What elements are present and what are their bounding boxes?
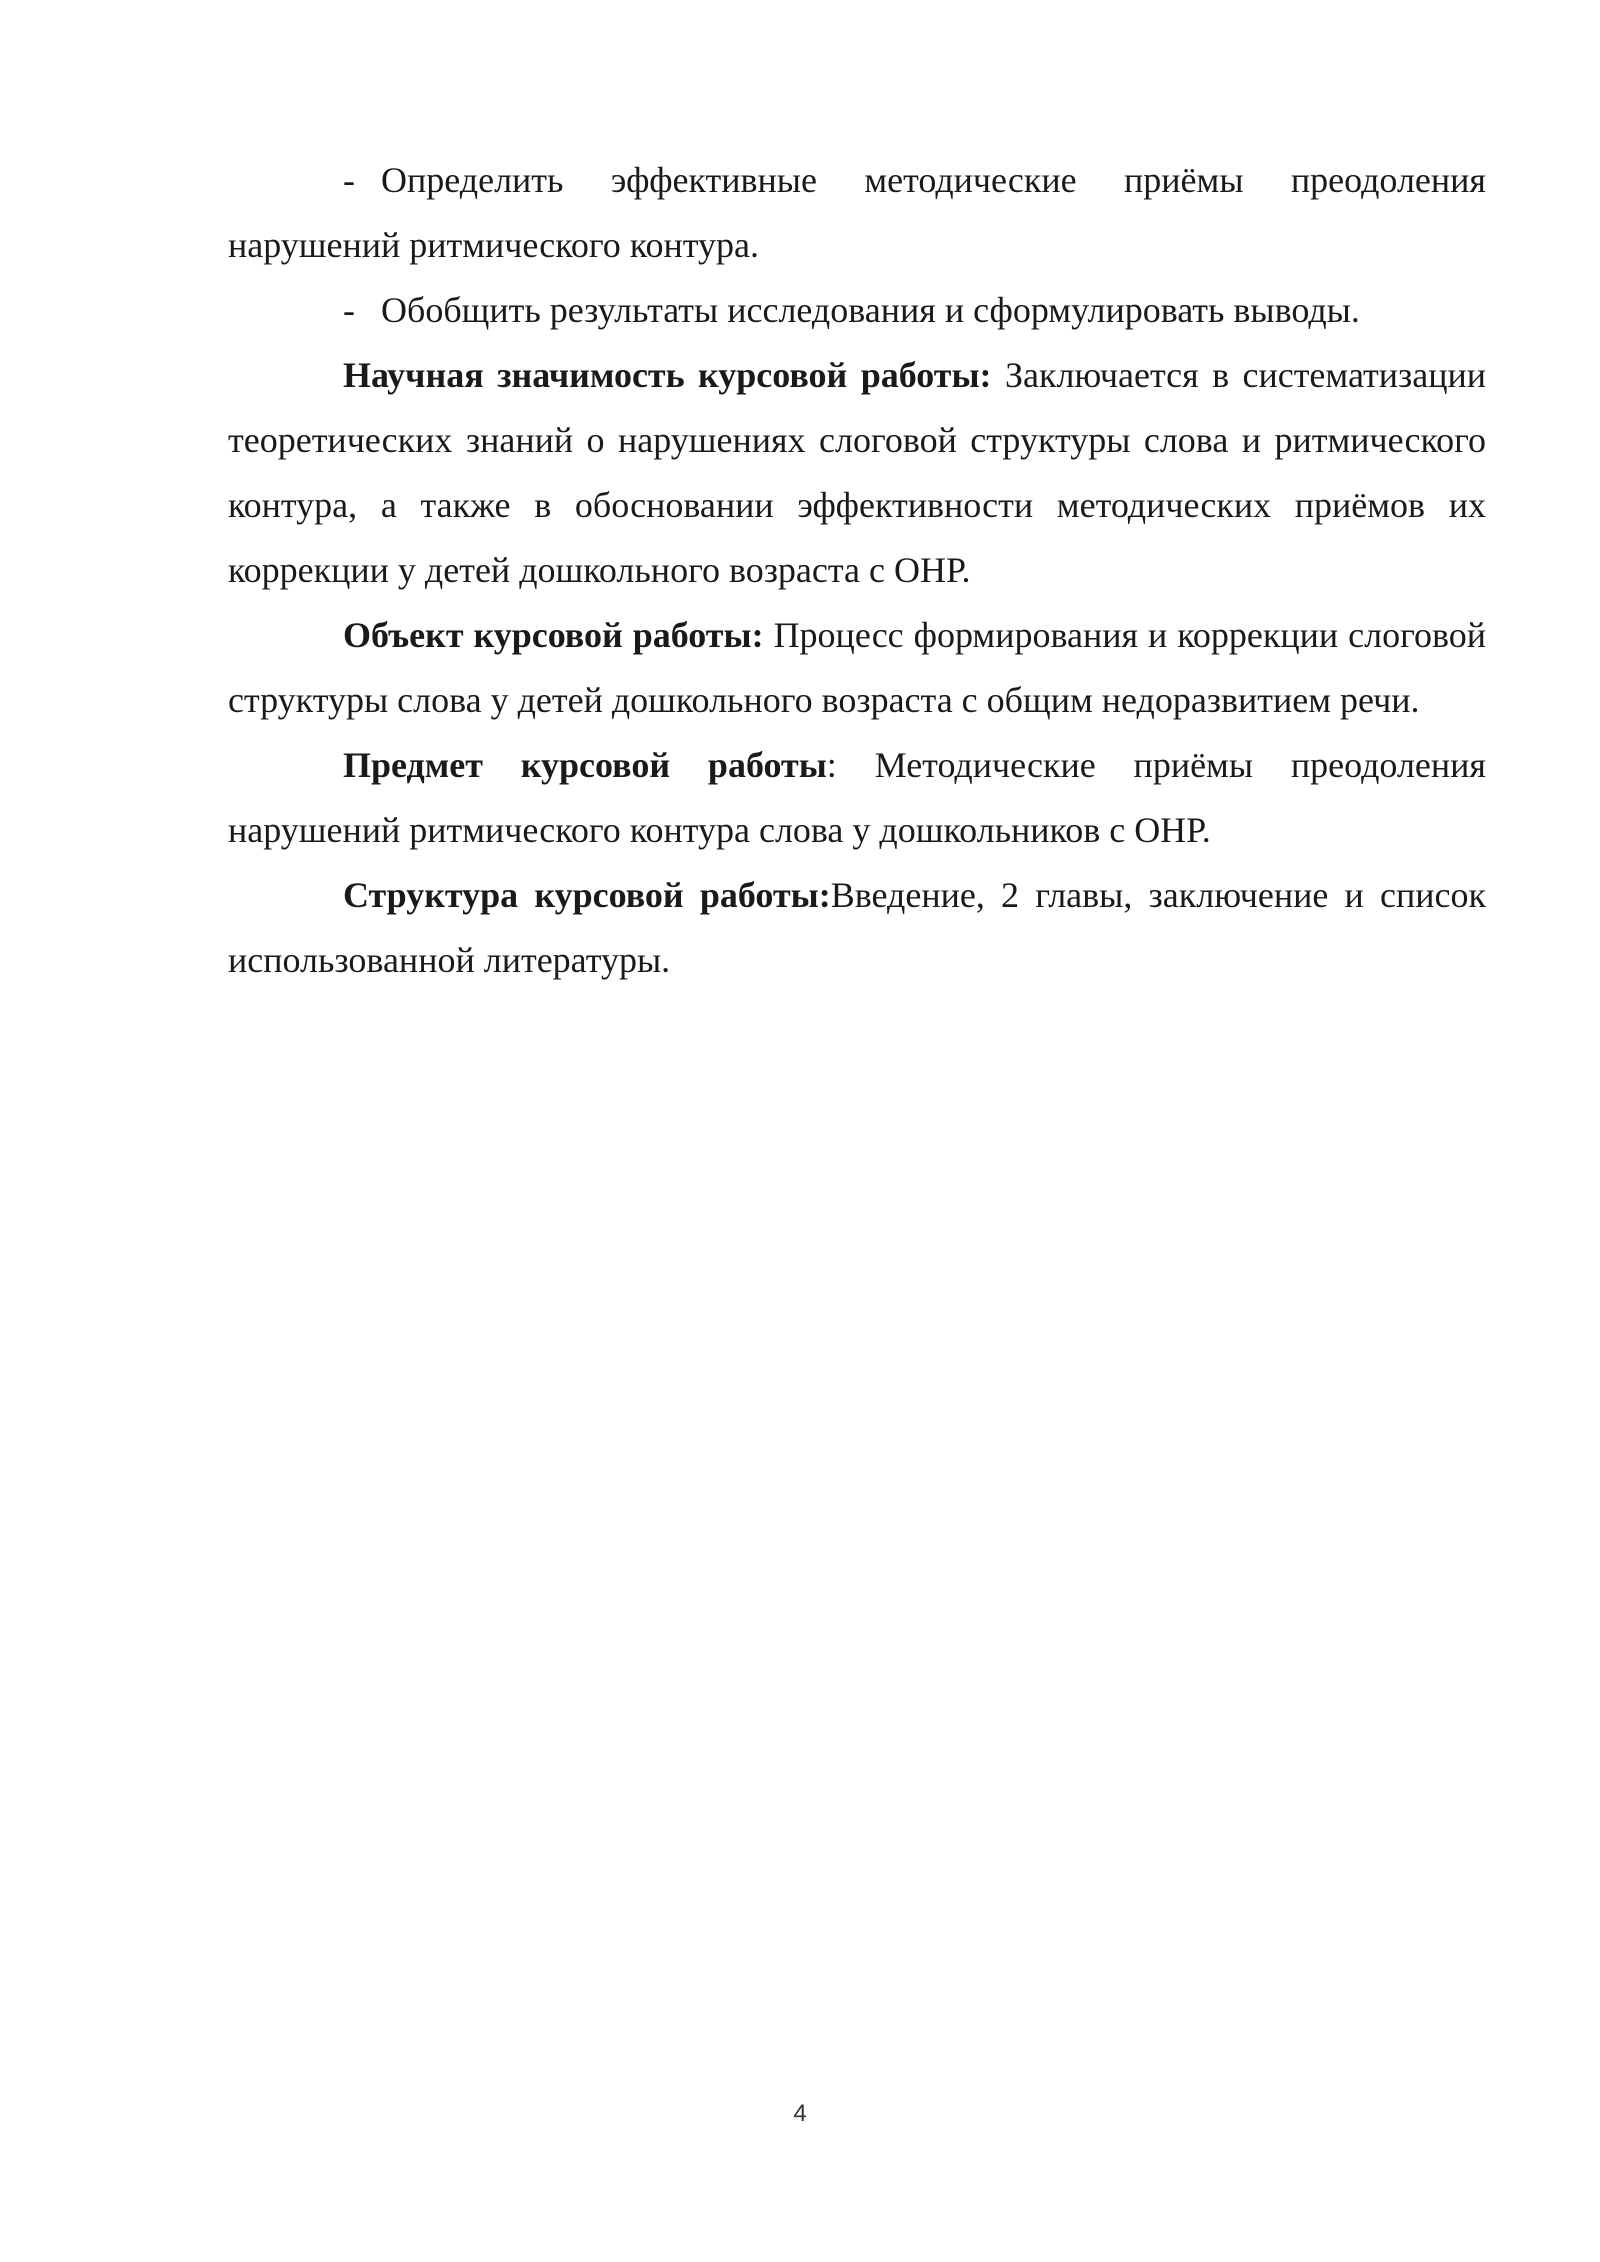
paragraph-scientific-significance	[228, 343, 1486, 603]
paragraph-text: Заключается в систематизации теоретических знаний о нарушениях слоговой структуры слова и ритмического контура, а также в обосновании эффективности методических приёмов их коррекции у детей дошкольного возраста с ОНР.	[228, 355, 1486, 590]
bullet-text: Обобщить результаты исследования и сформулировать выводы.	[381, 290, 1360, 330]
paragraph-separator	[992, 355, 1005, 395]
paragraph-object	[228, 603, 1486, 733]
paragraph-label: Объект курсовой работы:	[343, 615, 764, 655]
page-number: 4	[793, 2100, 807, 2127]
paragraph-label: Предмет курсовой работы	[343, 745, 827, 785]
paragraph-label: Научная значимость курсовой работы:	[343, 355, 992, 395]
paragraph-separator: :	[826, 745, 875, 785]
bullet-dash: -	[343, 160, 355, 200]
paragraph-separator	[764, 615, 774, 655]
paragraph-text: Процесс формирования и коррекции слоговой структуры слова у детей дошкольного возраста с общим недоразвитием речи.	[228, 615, 1487, 720]
paragraph-text: Введение, 2 главы, заключение и список использованной литературы.	[228, 875, 1486, 980]
paragraph-subject	[228, 733, 1486, 863]
bullet-text: Определить эффективные методические приёмы преодоления нарушений ритмического контура.	[228, 160, 1486, 265]
bullet-item-methods	[228, 148, 1486, 278]
paragraph-structure	[228, 863, 1486, 993]
page-content	[228, 148, 1486, 993]
bullet-dash: -	[343, 290, 355, 330]
paragraph-label: Структура курсовой работы:	[343, 875, 831, 915]
bullet-item-summary	[228, 278, 1486, 343]
paragraph-text: Методические приёмы преодоления нарушений ритмического контура слова у дошкольников с ОНР.	[228, 745, 1486, 850]
